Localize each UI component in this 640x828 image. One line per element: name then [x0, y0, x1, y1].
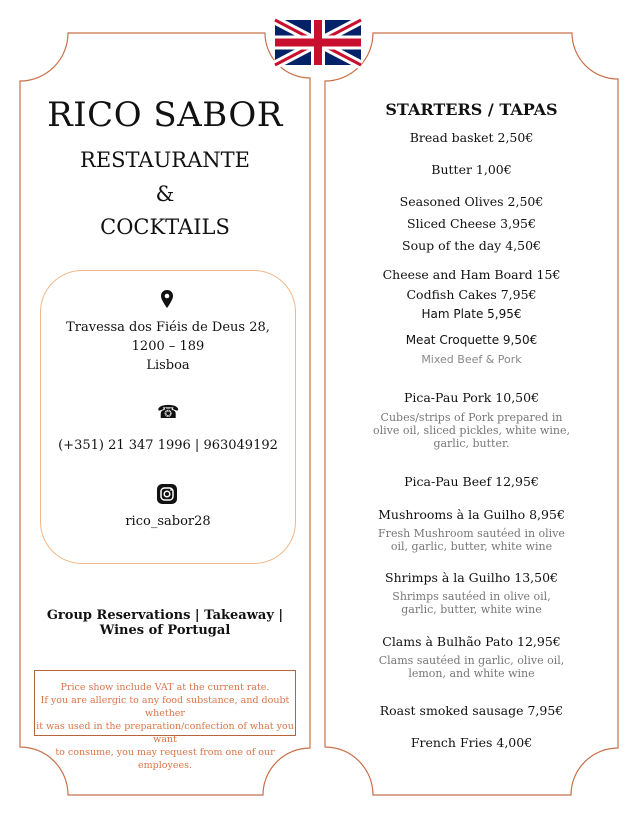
menu-item: Roast smoked sausage 7,95€ — [379, 703, 564, 718]
menu-item-description: Mixed Beef & Pork — [421, 353, 522, 366]
menu-item: Butter 1,00€ — [431, 162, 512, 177]
menu-item: Ham Plate 5,95€ — [421, 307, 522, 321]
notice-line: Price show include VAT at the current rate. — [60, 682, 270, 693]
menu-item: Sliced Cheese 3,95€ — [407, 216, 536, 231]
address-line-2: 1200 – 189 — [131, 339, 205, 354]
menu-item: Clams à Bulhão Pato 12,95€ — [382, 634, 561, 649]
menu-item: Mushrooms à la Guilho 8,95€ — [378, 507, 565, 522]
phone-numbers[interactable]: (+351) 21 347 1996 | 963049192 — [58, 438, 278, 453]
section-heading: STARTERS / TAPAS — [385, 100, 558, 119]
menu-item: Meat Croquette 9,50€ — [405, 333, 538, 347]
menu-item: Soup of the day 4,50€ — [402, 238, 541, 253]
notice-line: to consume, you may request from one of our employees. — [55, 747, 275, 771]
subtitle-restaurante: RESTAURANTE — [80, 148, 250, 172]
instagram-icon — [157, 484, 177, 504]
menu-item: French Fries 4,00€ — [410, 735, 533, 750]
menu-item: Seasoned Olives 2,50€ — [399, 194, 544, 209]
menu-item-description: Clams sautéed in garlic, olive oil, lemon, and white wine — [378, 654, 565, 680]
menu-item: Cheese and Ham Board 15€ — [382, 267, 561, 282]
uk-flag-icon — [275, 20, 361, 65]
allergy-vat-notice — [34, 670, 296, 771]
location-pin-icon — [157, 289, 177, 309]
restaurant-name: RICO SABOR — [47, 95, 283, 135]
menu-item-description: Fresh Mushroom sautéed in olive oil, garlic, butter, white wine — [378, 527, 565, 553]
notice-line: If you are allergic to any food substance, and doubt whether — [40, 695, 290, 719]
menu-item: Bread basket 2,50€ — [409, 130, 534, 145]
menu-item: Codfish Cakes 7,95€ — [406, 287, 537, 302]
services-line-2: Wines of Portugal — [99, 623, 231, 638]
instagram-handle[interactable]: rico_sabor28 — [125, 514, 211, 529]
menu-item: Pica-Pau Pork 10,50€ — [403, 390, 540, 405]
notice-line: it was used in the preparation/confection of what you want — [36, 721, 294, 745]
subtitle-ampersand: & — [155, 182, 175, 206]
menu-item-description: Shrimps sautéed in olive oil, garlic, butter, white wine — [392, 590, 551, 616]
menu-item-description: Cubes/strips of Pork prepared in olive oil, sliced pickles, white wine, garlic, butter. — [373, 411, 570, 450]
subtitle-cocktails: COCKTAILS — [100, 215, 230, 239]
address-line-3: Lisboa — [146, 358, 190, 373]
menu-item: Pica-Pau Beef 12,95€ — [404, 474, 539, 489]
telephone-icon: ☎ — [157, 402, 180, 422]
menu-item: Shrimps à la Guilho 13,50€ — [385, 570, 558, 585]
address-line-1: Travessa dos Fiéis de Deus 28, — [66, 320, 270, 335]
services-line-1: Group Reservations | Takeaway | — [46, 608, 284, 623]
